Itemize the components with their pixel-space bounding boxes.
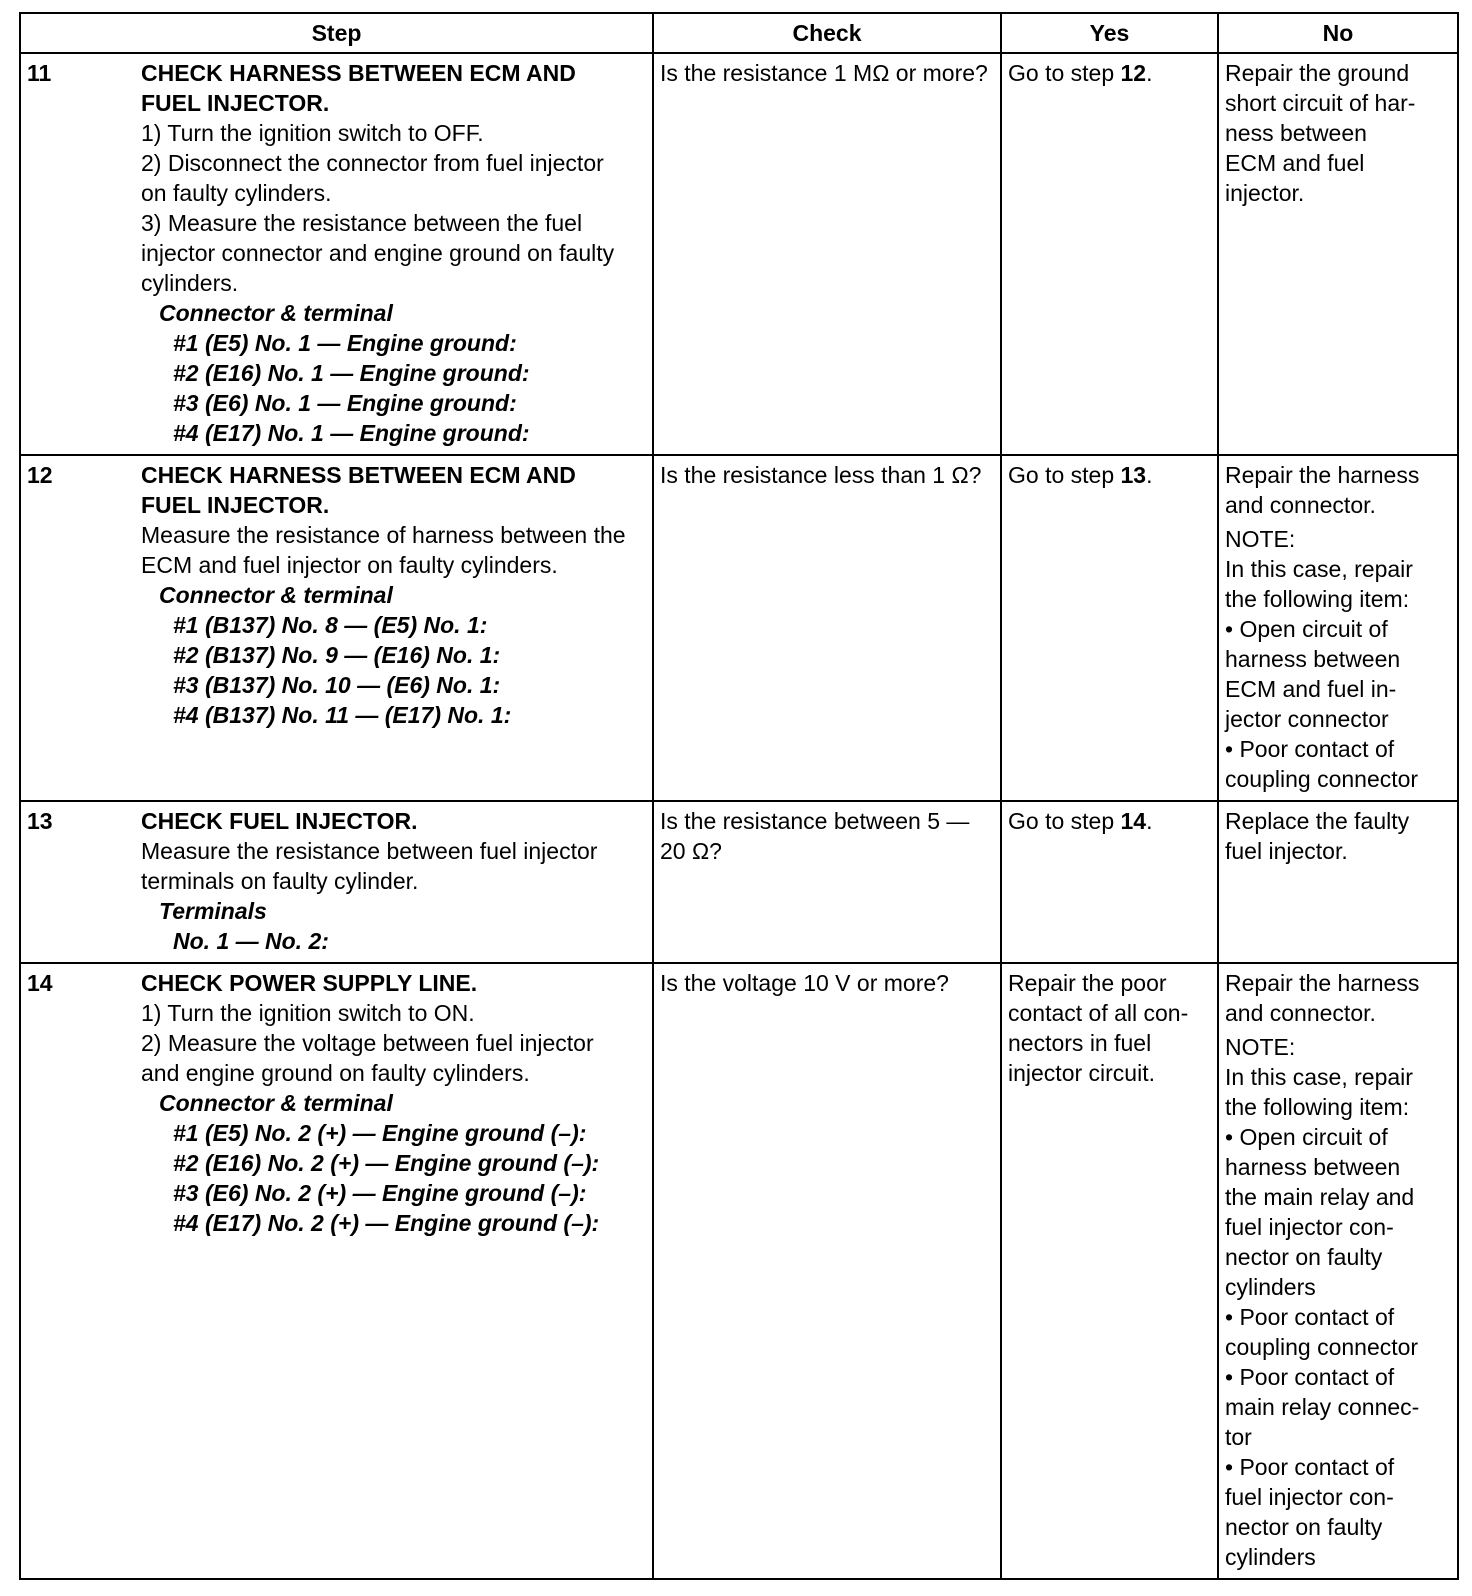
no-note-text: cylinders xyxy=(1225,1274,1316,1300)
no-note-text: In this case, repair xyxy=(1225,556,1413,582)
step-instruction: and engine ground on faulty cylinders. xyxy=(141,1060,530,1086)
yes-step-link: 14 xyxy=(1120,808,1147,834)
step-title: FUEL INJECTOR. xyxy=(141,90,330,116)
step-cell xyxy=(20,455,653,801)
table-row-step-12 xyxy=(20,455,1458,801)
connector-terminal: No. 1 — No. 2: xyxy=(173,928,329,954)
no-note-label: NOTE: xyxy=(1225,1034,1296,1060)
no-note-text: harness between xyxy=(1225,646,1401,672)
yes-suffix: . xyxy=(1146,462,1153,488)
no-text: Repair the ground xyxy=(1225,60,1410,86)
check-cell xyxy=(653,963,1001,1579)
no-text: fuel injector. xyxy=(1225,838,1348,864)
no-note-text: fuel injector con- xyxy=(1225,1484,1394,1510)
yes-text: Repair the poor xyxy=(1008,970,1167,996)
no-text: Repair the harness xyxy=(1225,970,1420,996)
step-number: 11 xyxy=(27,60,52,86)
no-note-text: • Open circuit of xyxy=(1225,1124,1388,1150)
no-note-text: • Poor contact of xyxy=(1225,1304,1395,1330)
connector-terminal: #3 (E6) No. 2 (+) — Engine ground (–): xyxy=(173,1180,587,1206)
yes-text: Go to step xyxy=(1008,60,1121,86)
table-row-step-13 xyxy=(20,801,1458,963)
step-title: CHECK POWER SUPPLY LINE. xyxy=(141,970,478,996)
step-number: 13 xyxy=(27,808,53,834)
no-note-text: • Poor contact of xyxy=(1225,736,1395,762)
no-note-text: coupling connector xyxy=(1225,1334,1419,1360)
no-text: and connector. xyxy=(1225,1000,1376,1026)
yes-cell xyxy=(1001,53,1218,455)
step-number: 14 xyxy=(27,970,53,996)
yes-text: contact of all con- xyxy=(1008,1000,1189,1026)
step-instruction: 2) Measure the voltage between fuel injector xyxy=(141,1030,594,1056)
check-cell xyxy=(653,801,1001,963)
connector-terminal: #4 (B137) No. 11 — (E17) No. 1: xyxy=(173,702,512,728)
no-text: short circuit of har- xyxy=(1225,90,1416,116)
connector-terminal: #2 (E16) No. 2 (+) — Engine ground (–): xyxy=(173,1150,600,1176)
step-number: 12 xyxy=(27,462,53,488)
connector-terminal: #2 (E16) No. 1 — Engine ground: xyxy=(173,360,530,386)
step-cell xyxy=(20,53,653,455)
connector-terminal: #4 (E17) No. 1 — Engine ground: xyxy=(173,420,530,446)
no-text: ECM and fuel xyxy=(1225,150,1365,176)
yes-step-link: 13 xyxy=(1120,462,1147,488)
no-note-text: harness between xyxy=(1225,1154,1401,1180)
no-note-text: the main relay and xyxy=(1225,1184,1415,1210)
connector-terminal: #1 (E5) No. 1 — Engine ground: xyxy=(173,330,517,356)
connector-heading: Terminals xyxy=(159,898,267,924)
no-cell xyxy=(1218,801,1458,963)
step-title: CHECK FUEL INJECTOR. xyxy=(141,808,418,834)
yes-text: nectors in fuel xyxy=(1008,1030,1152,1056)
step-instruction: cylinders. xyxy=(141,270,239,296)
yes-text: Go to step xyxy=(1008,462,1121,488)
no-cell xyxy=(1218,53,1458,455)
step-instruction: on faulty cylinders. xyxy=(141,180,332,206)
header-step: Step xyxy=(20,13,653,53)
connector-terminal: #3 (B137) No. 10 — (E6) No. 1: xyxy=(173,672,501,698)
no-cell xyxy=(1218,455,1458,801)
diagnostic-table xyxy=(19,12,1459,1580)
check-text: Is the resistance between 5 — xyxy=(660,808,970,834)
no-note-text: coupling connector xyxy=(1225,766,1419,792)
no-note-text: fuel injector con- xyxy=(1225,1214,1394,1240)
step-instruction: Measure the resistance between fuel injector xyxy=(141,838,598,864)
no-note-text: nector on faulty xyxy=(1225,1244,1383,1270)
yes-suffix: . xyxy=(1146,808,1153,834)
no-note-text: nector on faulty xyxy=(1225,1514,1383,1540)
check-text: 20 Ω? xyxy=(660,838,722,864)
step-instruction: 1) Turn the ignition switch to ON. xyxy=(141,1000,475,1026)
yes-suffix: . xyxy=(1146,60,1153,86)
check-text: Is the resistance 1 MΩ or more? xyxy=(660,60,988,86)
check-cell xyxy=(653,455,1001,801)
no-text: Repair the harness xyxy=(1225,462,1420,488)
check-text: Is the resistance less than 1 Ω? xyxy=(660,462,982,488)
no-note-text: In this case, repair xyxy=(1225,1064,1413,1090)
check-text: Is the voltage 10 V or more? xyxy=(660,970,949,996)
yes-text: Go to step xyxy=(1008,808,1121,834)
no-cell xyxy=(1218,963,1458,1579)
no-note-text: the following item: xyxy=(1225,586,1410,612)
connector-heading: Connector & terminal xyxy=(159,1090,393,1116)
header-check: Check xyxy=(653,13,1001,53)
no-note-text: jector connector xyxy=(1225,706,1389,732)
table-row-step-14 xyxy=(20,963,1458,1579)
no-note-text: • Open circuit of xyxy=(1225,616,1388,642)
no-note-text: ECM and fuel in- xyxy=(1225,676,1397,702)
connector-terminal: #1 (B137) No. 8 — (E5) No. 1: xyxy=(173,612,488,638)
yes-cell xyxy=(1001,963,1218,1579)
yes-text: injector circuit. xyxy=(1008,1060,1155,1086)
no-note-text: • Poor contact of xyxy=(1225,1364,1395,1390)
connector-heading: Connector & terminal xyxy=(159,582,393,608)
connector-terminal: #2 (B137) No. 9 — (E16) No. 1: xyxy=(173,642,501,668)
step-instruction: 3) Measure the resistance between the fuel xyxy=(141,210,583,236)
step-instruction: terminals on faulty cylinder. xyxy=(141,868,419,894)
connector-terminal: #3 (E6) No. 1 — Engine ground: xyxy=(173,390,517,416)
step-title: FUEL INJECTOR. xyxy=(141,492,330,518)
no-note-label: NOTE: xyxy=(1225,526,1296,552)
step-instruction: ECM and fuel injector on faulty cylinders. xyxy=(141,552,558,578)
yes-step-link: 12 xyxy=(1120,60,1147,86)
no-note-text: main relay connec- xyxy=(1225,1394,1420,1420)
step-cell xyxy=(20,801,653,963)
no-text: ness between xyxy=(1225,120,1367,146)
header-yes: Yes xyxy=(1001,13,1218,53)
header-no: No xyxy=(1218,13,1458,53)
connector-heading: Connector & terminal xyxy=(159,300,393,326)
step-title: CHECK HARNESS BETWEEN ECM AND xyxy=(141,462,576,488)
connector-terminal: #4 (E17) No. 2 (+) — Engine ground (–): xyxy=(173,1210,600,1236)
step-instruction: 2) Disconnect the connector from fuel injector xyxy=(141,150,604,176)
no-note-text: cylinders xyxy=(1225,1544,1316,1570)
no-text: and connector. xyxy=(1225,492,1376,518)
step-instruction: 1) Turn the ignition switch to OFF. xyxy=(141,120,484,146)
step-instruction: injector connector and engine ground on faulty xyxy=(141,240,615,266)
step-instruction: Measure the resistance of harness between the xyxy=(141,522,626,548)
table-row-step-11 xyxy=(20,53,1458,455)
step-cell xyxy=(20,963,653,1579)
no-note-text: tor xyxy=(1225,1424,1252,1450)
step-title: CHECK HARNESS BETWEEN ECM AND xyxy=(141,60,576,86)
header-row xyxy=(20,13,1458,53)
no-text: Replace the faulty xyxy=(1225,808,1410,834)
yes-cell xyxy=(1001,801,1218,963)
no-note-text: the following item: xyxy=(1225,1094,1410,1120)
no-note-text: • Poor contact of xyxy=(1225,1454,1395,1480)
no-text: injector. xyxy=(1225,180,1305,206)
check-cell xyxy=(653,53,1001,455)
connector-terminal: #1 (E5) No. 2 (+) — Engine ground (–): xyxy=(173,1120,587,1146)
yes-cell xyxy=(1001,455,1218,801)
